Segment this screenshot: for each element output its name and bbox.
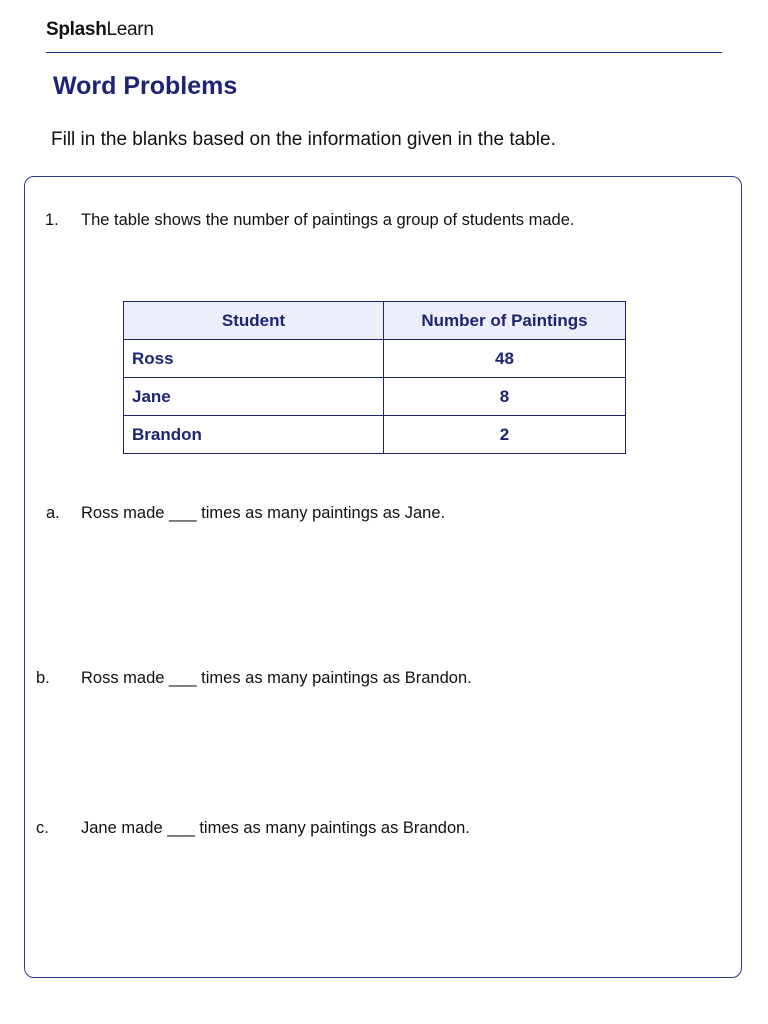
table-row	[124, 416, 626, 454]
logo-bold-text: Splash	[46, 19, 107, 40]
question-text: The table shows the number of paintings a group of students made.	[81, 211, 575, 229]
table-row	[124, 340, 626, 378]
part-c-label: c.	[36, 819, 49, 837]
paintings-table	[123, 301, 626, 454]
column-header-student: Student	[124, 302, 384, 340]
header-divider	[46, 52, 722, 53]
student-name-cell: Brandon	[124, 416, 384, 454]
paintings-count-cell: 48	[384, 340, 626, 378]
part-a-label: a.	[46, 504, 60, 522]
table-header-row	[124, 302, 626, 340]
instructions-text: Fill in the blanks based on the information given in the table.	[51, 129, 556, 150]
question-card	[24, 176, 742, 978]
part-b-text: Ross made ___ times as many paintings as Brandon.	[81, 669, 472, 687]
part-a-text: Ross made ___ times as many paintings as Jane.	[81, 504, 446, 522]
paintings-count-cell: 8	[384, 378, 626, 416]
part-c-text: Jane made ___ times as many paintings as Brandon.	[81, 819, 470, 837]
question-number: 1.	[45, 211, 59, 229]
paintings-count-cell: 2	[384, 416, 626, 454]
column-header-paintings: Number of Paintings	[384, 302, 626, 340]
student-name-cell: Jane	[124, 378, 384, 416]
page-title: Word Problems	[53, 72, 238, 100]
part-b-label: b.	[36, 669, 50, 687]
table-row	[124, 378, 626, 416]
logo-light-text: Learn	[106, 19, 154, 40]
splashlearn-logo[interactable]	[46, 19, 154, 41]
student-name-cell: Ross	[124, 340, 384, 378]
